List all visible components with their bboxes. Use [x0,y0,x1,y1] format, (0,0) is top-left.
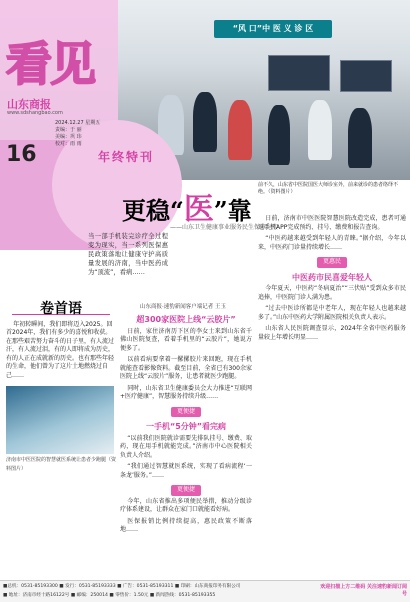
person-figure [193,92,217,152]
center-section-head-2: 一手机“5分钟”看完病 [145,422,227,431]
screen-shape [268,55,330,91]
right-column [258,215,406,345]
proofreader-line: 校对：雨 雨 [55,141,82,147]
paragraph: 山东省人民医院调查显示，2024年全省中医药服务量较上年增长明显…… [258,325,406,341]
footer-qr-note: 欢迎扫描上方二维码 关注速豹新闻订阅号 [320,584,407,597]
section-title [6,301,116,317]
byline: 山东商报·速豹新闻客户端记者 王玉 [140,304,226,310]
editor-line: 责编：于 丽 [55,127,82,133]
person-figure [348,108,372,168]
headline-part2: ”靠 [213,196,252,225]
person-figure [228,100,252,160]
headline-part1: 更稳“ [122,196,184,225]
paragraph: 以前看病要拿着一摞摞胶片来回跑，现在手机就能查看影像资料。截至目前，全省已有300余家医院上线“云胶片”服务，让患者就医少跑腿。 [120,356,252,380]
person-figure [268,105,290,165]
left-column-photo [6,386,114,454]
badge-wrap [258,255,406,270]
paragraph: 今年，山东省推出多项便民举措，推动分级诊疗体系建设，让群众在家门口就能看好病。 [120,497,252,513]
special-issue-label: 年终特刊 [98,150,155,164]
footer-row-1: ■总机：0531-85193300 ■ 发行：0531-85193333 ■ 广告：0531-85193311 ■ 印刷：山东商报印务有限公司 [3,584,241,589]
headline-accent: 医 [183,192,214,227]
footer [0,580,410,602]
clinic-sign: “风 口”中 医 义 诊 区 [214,20,332,38]
screen-shape [340,60,392,92]
center-section-head: 超300家医院上线“云胶片” [136,315,236,324]
paragraph: 医保报销比例持续提高，惠民政策不断落地…… [120,517,252,533]
masthead-title: 看见 [6,37,94,91]
paragraph: 日前，济南市中医医院智慧医院改造完成，患者可通过手机APP完成预约、挂号、缴费和报告查询。 [258,215,406,231]
section-badge: 更便捷 [171,407,201,418]
center-column [120,312,252,538]
paragraph: 同时，山东省卫生健康委员会大力推进“互联网+医疗健康”，智慧服务持续升级…… [120,384,252,400]
paragraph: 日前，家住济南历下区的李女士来到山东省千佛山医院复查，看着手机里的“云胶片”，她说方便多了。 [120,327,252,352]
badge-wrap [120,405,252,420]
left-column [6,301,117,473]
left-photo-caption: 济南市中医医院的智慧就医系统让患者少跑腿（资料图片） [6,457,117,472]
paper-name: 山东商报 [7,98,51,111]
section-badge: 更惠民 [317,257,347,268]
right-section-head: 中医药市民喜爱年轻人 [292,272,372,282]
section-title-text: 卷首语 [40,301,82,317]
person-figure [308,100,332,160]
headline-subline: ——山东卫生健康事业服务民生保障纪实 [170,224,279,231]
date-block [55,120,115,148]
footer-row-2: ■ 地址：济南市经十路16122号 ■ 邮编：250014 ■ 零售价：1.50元 ■ 新闻热线：0531-85193355 [3,593,216,598]
paragraph: “中医药越来越受到年轻人的青睐。”据介绍，今年以来，中医药门诊量持续增长…… [258,235,406,251]
photo-caption: 前不久，山东省中医院国医大师诊室外，前来就诊的患者络绎不绝。（资料图片） [258,182,399,195]
paper-url: www.sdshangbao.com [7,110,63,116]
badge-wrap [120,483,252,498]
paragraph: “我们通过智慧就医系统，实现了看病流程‘一条龙’服务。”…… [120,463,252,479]
intro-text: 当一部手机装完诊疗全过程变为现实，当一系列医保惠民政策落地让健康守护高质量发展的济南，当中医药成为“顶流”，看病…… [88,233,168,276]
paragraph: 今年夏天，中医药“冬病夏治”“三伏贴”受到众多市民追捧，中医院门诊人满为患。 [258,285,406,301]
section-badge: 更便捷 [171,485,201,496]
designer-line: 美编：巩 玮 [55,134,82,140]
paragraph: “以前我们医院就诊需要先排队挂号、缴费、取药，现在用手机就能完成。”济南市中心医院相关负责人介绍。 [120,434,252,459]
page-number: 16 [6,142,37,167]
left-column-text: 年初转瞬间，我们即将迈入2025。回首2024年，我们有多少的喜悦和收获。在那些艰苦努力奋斗的日子里，有人流过汗，有人流过泪，有的人即将成为历史，有的人正在成就新的历史。也有那些年轻的生命，他们曾为了这片土地燃烧过自己…… [6,320,115,379]
date-line: 2024.12.27 星期五 [55,120,101,126]
paragraph: “过去中医诊所都是中老年人，现在年轻人也越来越多了。”山东中医药大学附属医院相关负责人表示。 [258,305,406,321]
